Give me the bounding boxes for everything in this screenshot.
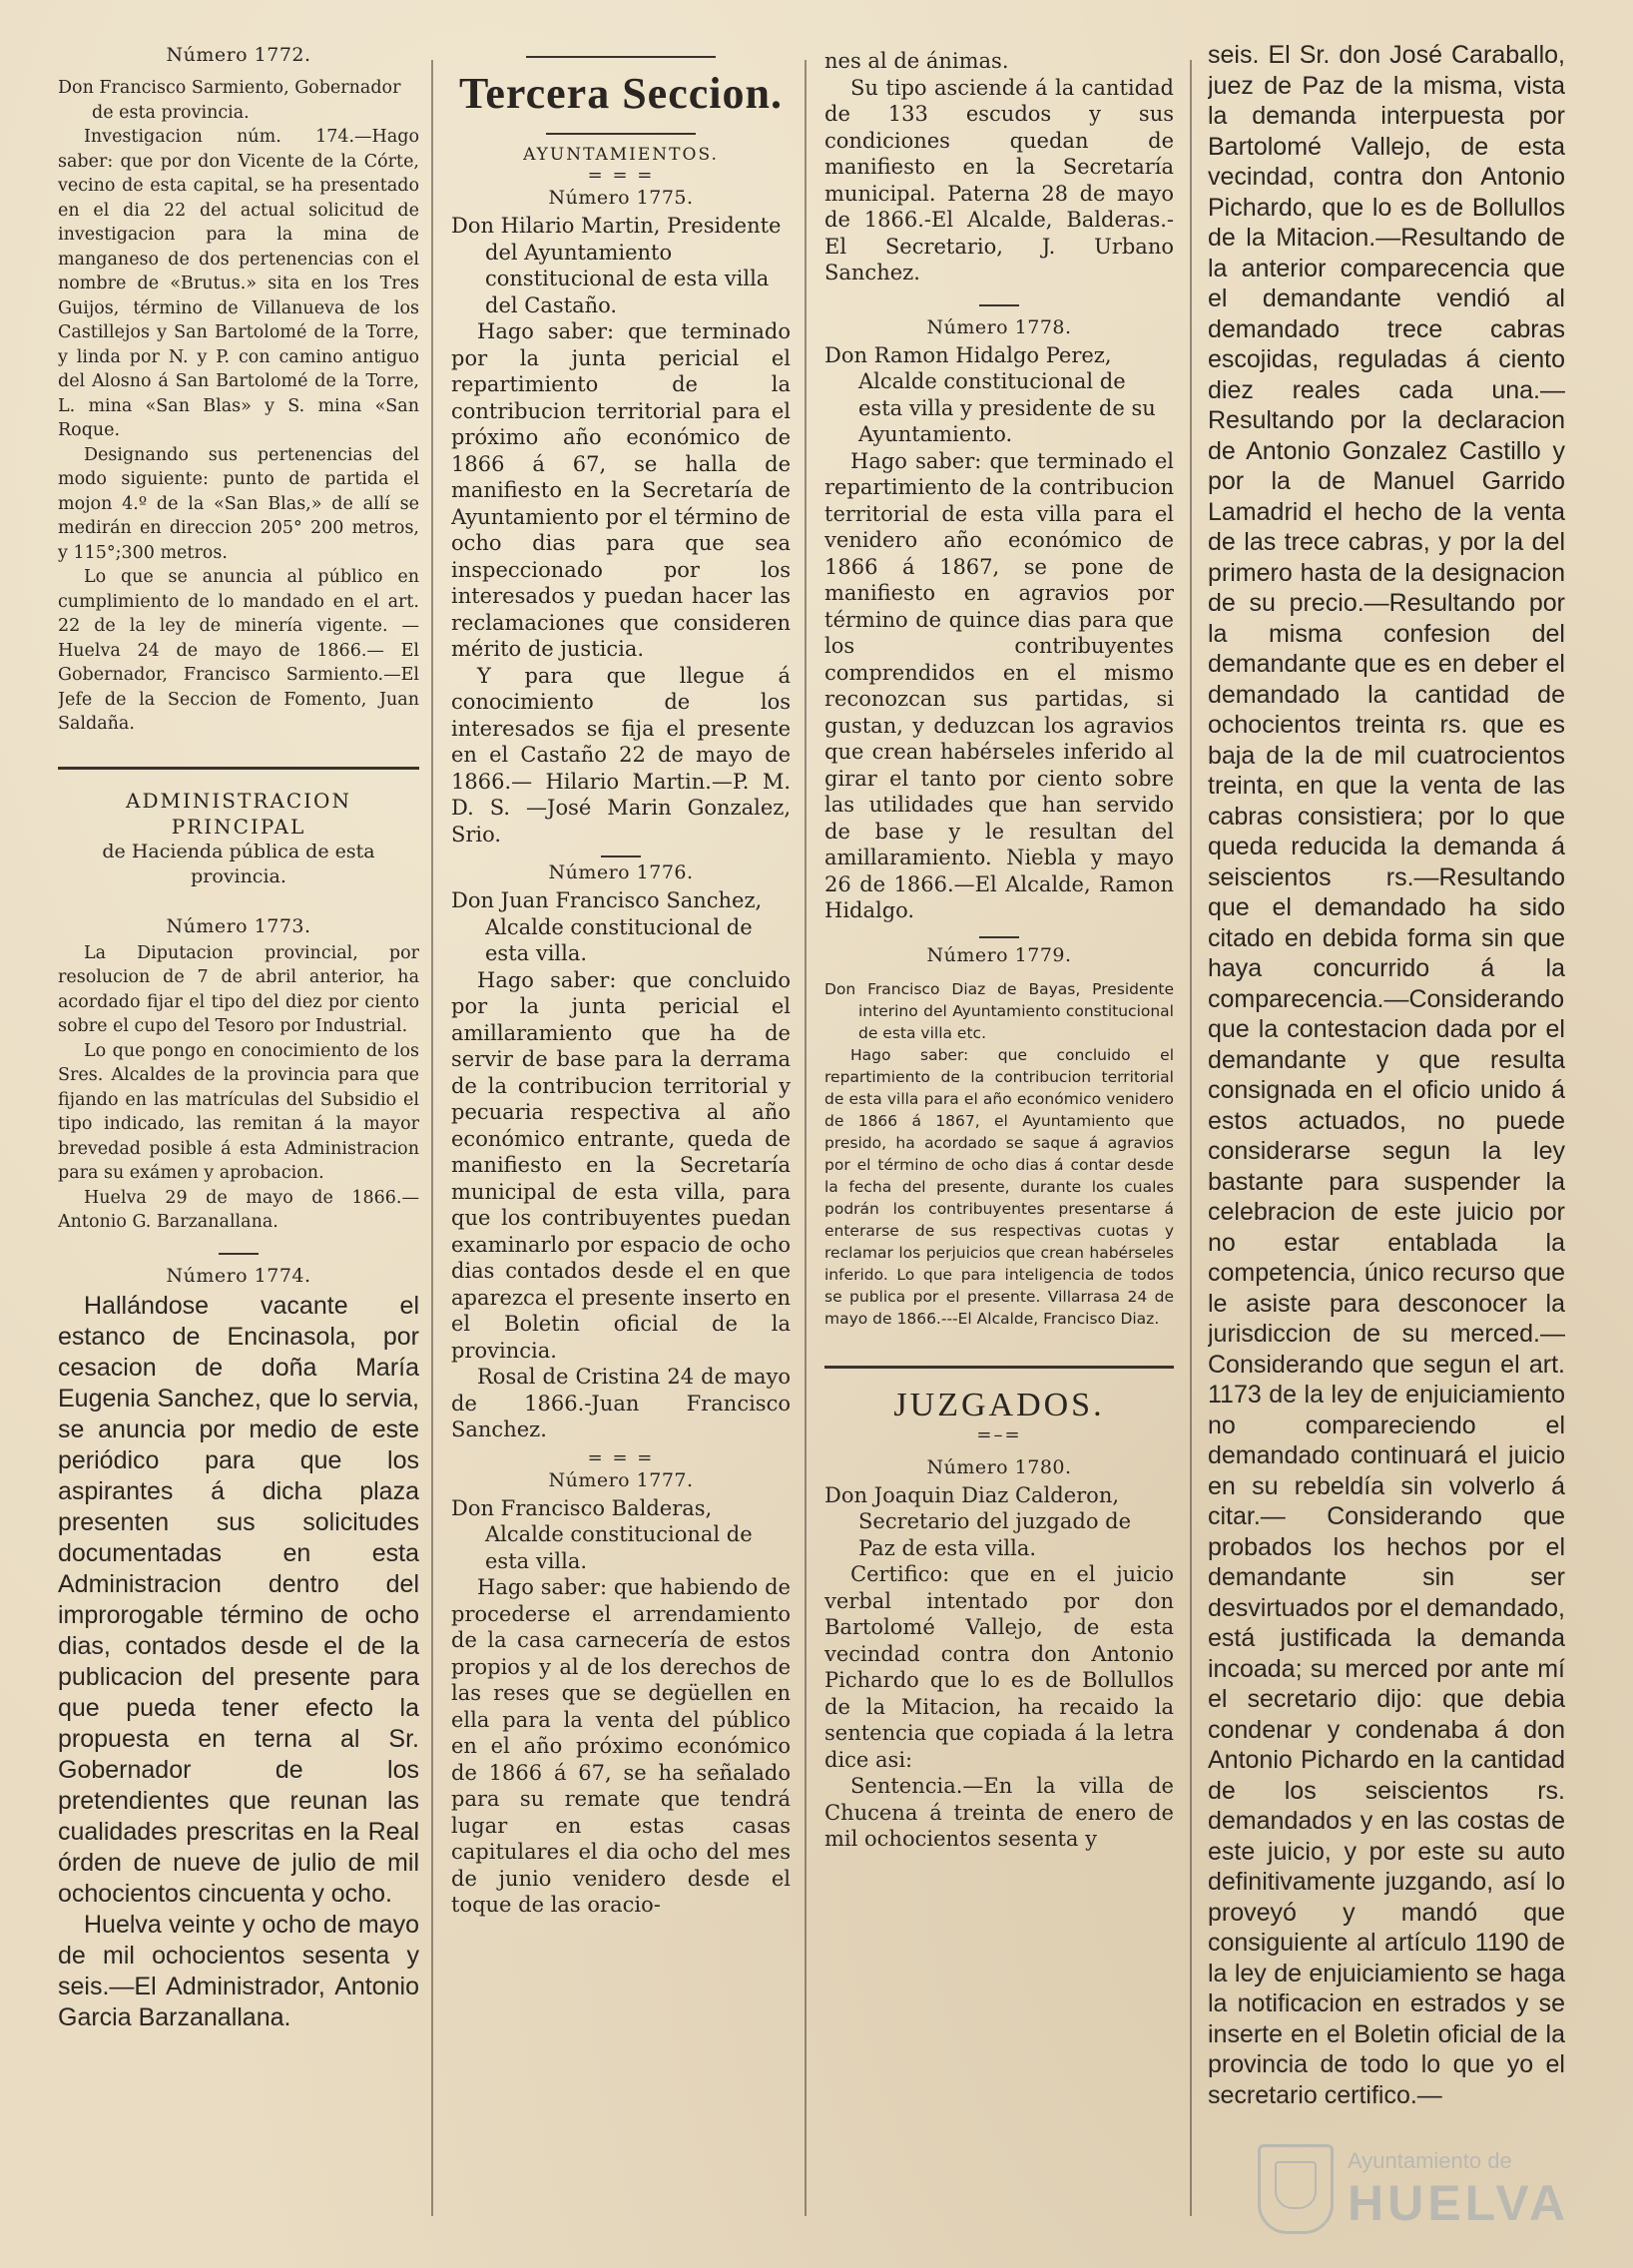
ornament: = = = <box>587 1446 655 1468</box>
watermark-line-1: Ayuntamiento de <box>1348 2148 1512 2173</box>
notice-divider <box>601 855 641 857</box>
notice-heading: Don Francisco Diaz de Bayas, Presidente interino del Ayuntamiento constitucional de esta villa etc. <box>824 979 1174 1042</box>
notice-paragraph: nes al de ánimas. <box>824 49 1009 73</box>
column-rule-2 <box>805 60 807 2216</box>
column-rule-1 <box>431 60 433 2216</box>
section-subheading: de Hacienda pública de esta provincia. <box>102 840 375 887</box>
notice-paragraph: seis. El Sr. don José Caraballo, juez de Paz de la misma, vista la demanda interpuesta por Bartolomé Vallejo, de esta vecindad, contra don Antonio Pichardo, que lo es de Bollullos de la Mitacion.—Resultando de la anterior comparecencia que el demandante vendió al demandado trece cabras escojidas, reguladas á ciento diez reales cada una.—Resultando por la declaracion de Antonio Gonzalez Castillo y por la de Manuel Garrido Lamadrid el hecho de la venta de las trece cabras, y por la del primero hasta de la designacion de su precio.—Resultando por la misma confesion del demandante que es en deber el demandado la cantidad de ochocientos treinta rs. que es baja de la de mil cuatrocientos treinta, en que la venta de las cabras consistiera; por lo que queda reducida la demanda á seiscientos rs.—Resultando que el demandado ha sido citado en debida forma sin que haya concurrido á la comparecencia.—Considerando que la contestacion dada por el demandante y que resulta consignada en el oficio unido á estos actuados, no puede considerarse segun la ley bastante para suspender la celebracion de este juicio por no estar entablada la competencia, único recurso que le asiste para desconocer la jurisdiccion de su merced.—Considerando que segun el art. 1173 de la ley de enjuiciamiento no compareciendo el demandado continuará el juicio en su rebeldía sin volverlo á citar.— Considerando que probados los hechos por el demandante sin ser desvirtuados por el demandado, está justificada la demanda incoada; su merced por ante mí el secretario dijo: que debia condenar y condenaba á don Antonio Pichardo en la cantidad de los seiscientos rs. demandados y en las costas de este juicio, y por este su auto definitivamente juzgando, así lo proveyó y mandó que consiguiente al artículo 1190 de la ley de enjuiciamiento se haga la notificacion en estrados y se inserte en el Boletin oficial de la provincia de todo lo que yo el secretario certifico.— <box>1208 41 1565 2109</box>
notice-paragraph: Certifico: que en el juicio verbal intentado por don Bartolomé Vallejo, de esta vecindad contra don Antonio Pichardo que lo es de Bollullos de la Mitacion, ha recaido la sentencia que copiada á la letra dice asi: <box>824 1562 1174 1772</box>
column-rule-3 <box>1190 60 1192 2216</box>
ayuntamiento-watermark <box>1258 2144 1587 2234</box>
notice-divider <box>979 304 1019 306</box>
notice-heading: Don Joaquin Diaz Calderon, Secretario del juzgado de Paz de esta villa. <box>824 1482 1132 1560</box>
notice-heading: Don Hilario Martin, Presidente del Ayuntamiento constitucional de esta villa del Castaño. <box>451 214 782 317</box>
notice-paragraph: Su tipo asciende á la cantidad de 133 escudos y sus condiciones quedan de manifiesto en la Secretaría municipal. Paterna 28 de mayo de 1866.-El Alcalde, Balderas.-El Secretario, J. Urbano Sanchez. <box>824 75 1174 284</box>
notice-divider <box>219 1253 259 1255</box>
notice-paragraph: Rosal de Cristina 24 de mayo de 1866.-Juan Francisco Sanchez. <box>451 1365 791 1441</box>
notice-heading: Don Juan Francisco Sanchez, Alcalde constitucional de esta villa. <box>451 888 763 965</box>
notice-paragraph: Hago saber: que habiendo de procederse el arrendamiento de la casa carnecería de estos propios y al de los derechos de las reses que se degüellen en ella para la venta del público en el año próximo económico de 1866 á 67, se ha señalado para su remate que tendrá lugar en estas casas capitulares el dia ocho del mes de junio venidero desde el toque de las oracio- <box>451 1575 791 1917</box>
section-title-juzgados: JUZGADOS. <box>893 1386 1105 1423</box>
notice-paragraph: Huelva 29 de mayo de 1866.— Antonio G. Barzanallana. <box>58 1187 419 1232</box>
section-divider <box>824 1366 1174 1369</box>
notice-number: Número 1780. <box>926 1455 1072 1478</box>
ornament: = = = <box>587 165 655 186</box>
notice-heading: Don Francisco Balderas, Alcalde constitucional de esta villa. <box>451 1495 753 1573</box>
notice-paragraph: Hallándose vacante el estanco de Encinasola, por cesacion de doña María Eugenia Sanchez, que lo servia, se anuncia por medio de este periódico para que los aspirantes á dicha plaza presenten sus solicitudes documentadas en esta Administracion dentro del improrogable término de ocho dias, contados desde el de la publicacion del presente para que pueda tener efecto la propuesta en terna al Sr. Gobernador de los pretendientes que reunan las cualidades prescritas en la Real órden de nueve de julio de mil ochocientos cincuenta y ocho. <box>58 1291 419 1908</box>
column-4 <box>1208 40 1565 2246</box>
notice-number: Número 1777. <box>548 1468 694 1491</box>
section-title: Tercera Seccion. <box>459 69 783 118</box>
column-2 <box>451 40 791 2246</box>
column-3 <box>824 48 1174 2244</box>
notice-heading: Don Francisco Sarmiento, Gobernador de esta provincia. <box>58 78 401 123</box>
section-subtitle: AYUNTAMIENTOS. <box>523 145 719 165</box>
notice-number: Número 1774. <box>166 1264 311 1287</box>
notice-number: Número 1778. <box>926 315 1072 338</box>
title-rule <box>526 56 716 58</box>
notice-number: Número 1772. <box>166 44 311 66</box>
notice-number: Número 1779. <box>926 943 1072 966</box>
notice-paragraph: Hago saber: que concluido el repartimiento de la contribucion territorial de esta villa para el año económico venidero de 1866 á 1867, el Ayuntamiento que presido, ha acordado se saque á agravios por el término de ocho dias á contar desde la fecha del presente, durante los cuales podrán los contribuyentes presentarse á enterarse de sus respectivas cuotas y reclamar los perjuicios que crean habérseles inferido. Lo que para inteligencia de todos se publica por el presente. Villarrasa 24 de mayo de 1866.---El Alcalde, Francisco Diaz. <box>824 1045 1174 1328</box>
ornament: =–= <box>976 1423 1022 1445</box>
notice-paragraph: Y para que llegue á conocimiento de los interesados se fija el presente en el Castaño 22 de mayo de 1866.— Hilario Martin.—P. M. D. S. —José Marin Gonzalez, Srio. <box>451 663 791 847</box>
notice-paragraph: Hago saber: que terminado el repartimiento de la contribucion territorial de esta villa para el venidero año económico de 1866 á 1867, se pone de manifiesto en agravios por término de quince dias para que los contribuyentes comprendidos en el mismo reconozcan sus partidas, si gustan, y deduzcan los agravios que crean habérseles inferido al girar el tanto por ciento sobre las utilidades que han servido de base y le resultan del amillaramiento. Niebla y mayo 26 de 1866.—El Alcalde, Ramon Hidalgo. <box>824 448 1174 922</box>
notice-paragraph: Lo que se anuncia al público en cumplimiento de lo mandado en el art. 22 de la ley de minería vigente. —Huelva 24 de mayo de 1866.— El Gobernador, Francisco Sarmiento.—El Jefe de la Seccion de Fomento, Juan Saldaña. <box>58 567 419 734</box>
column-1 <box>58 40 419 2236</box>
notice-paragraph: Hago saber: que terminado por la junta pericial el repartimiento de la contribucion territorial para el próximo año económico de 1866 á 67, se halla de manifiesto en la Secretaría de Ayuntamiento por el término de ocho dias para que sea inspeccionado por los interesados y puedan hacer las reclamaciones que consideren mérito de justicia. <box>451 319 791 661</box>
watermark-line-2: HUELVA <box>1348 2175 1570 2231</box>
notice-paragraph: Investigacion núm. 174.—Hago saber: que por don Vicente de la Córte, vecino de esta capital, se ha presentado en el dia 22 del actual solicitud de investigacion para la mina de manganeso de dos pertenencias con el nombre de «Brutus.» sita en los Tres Guijos, término de Villanueva de los Castillejos y San Bartolomé de la Torre, y linda por N. y P. con camino antiguo del Alosno á San Bartolomé de la Torre, L. mina «San Blas» y S. mina «San Roque. <box>58 127 419 440</box>
notice-paragraph: Huelva veinte y ocho de mayo de mil ochocientos sesenta y seis.—El Administrador, Antonio Garcia Barzanallana. <box>58 1910 419 2031</box>
notice-divider <box>979 936 1019 938</box>
notice-heading: Don Ramon Hidalgo Perez, Alcalde constitucional de esta villa y presidente de su Ayuntamiento. <box>824 342 1156 446</box>
notice-paragraph: La Diputacion provincial, por resolucion de 7 de abril anterior, ha acordado fijar el tipo del diez por ciento sobre el cupo del Tesoro por Industrial. <box>58 942 419 1036</box>
notice-paragraph: Designando sus pertenencias del modo siguiente: punto de partida el mojon 4.º de la «San Blas,» de allí se medirán en direccion 205° 200 metros, y 115°;300 metros. <box>58 444 419 563</box>
section-divider <box>58 767 419 770</box>
notice-paragraph: Hago saber: que concluido por la junta pericial el amillaramiento que ha de servir de base para la derrama de la contribucion territorial y pecuaria respectiva al año económico entrante, queda de manifiesto en la Secretaría municipal de esta villa, para que los contribuyentes puedan examinarlo por espacio de ocho dias contados desde el en que aparezca el presente inserto en el Boletin oficial de la provincia. <box>451 967 791 1363</box>
title-ornament <box>546 133 696 135</box>
notice-number: Número 1775. <box>548 187 694 209</box>
coat-of-arms-icon <box>1258 2144 1334 2234</box>
section-heading: ADMINISTRACION PRINCIPAL <box>126 788 351 839</box>
notice-paragraph: Sentencia.—En la villa de Chucena á treinta de enero de mil ochocientos sesenta y <box>824 1774 1174 1851</box>
notice-number: Número 1773. <box>166 914 311 937</box>
notice-number: Número 1776. <box>548 861 694 883</box>
notice-paragraph: Lo que pongo en conocimiento de los Sres. Alcaldes de la provincia para que fijando en las matrículas del Subsidio el tipo indicado, las remitan á la mayor brevedad posible á esta Administracion para su exámen y aprobacion. <box>58 1040 419 1183</box>
